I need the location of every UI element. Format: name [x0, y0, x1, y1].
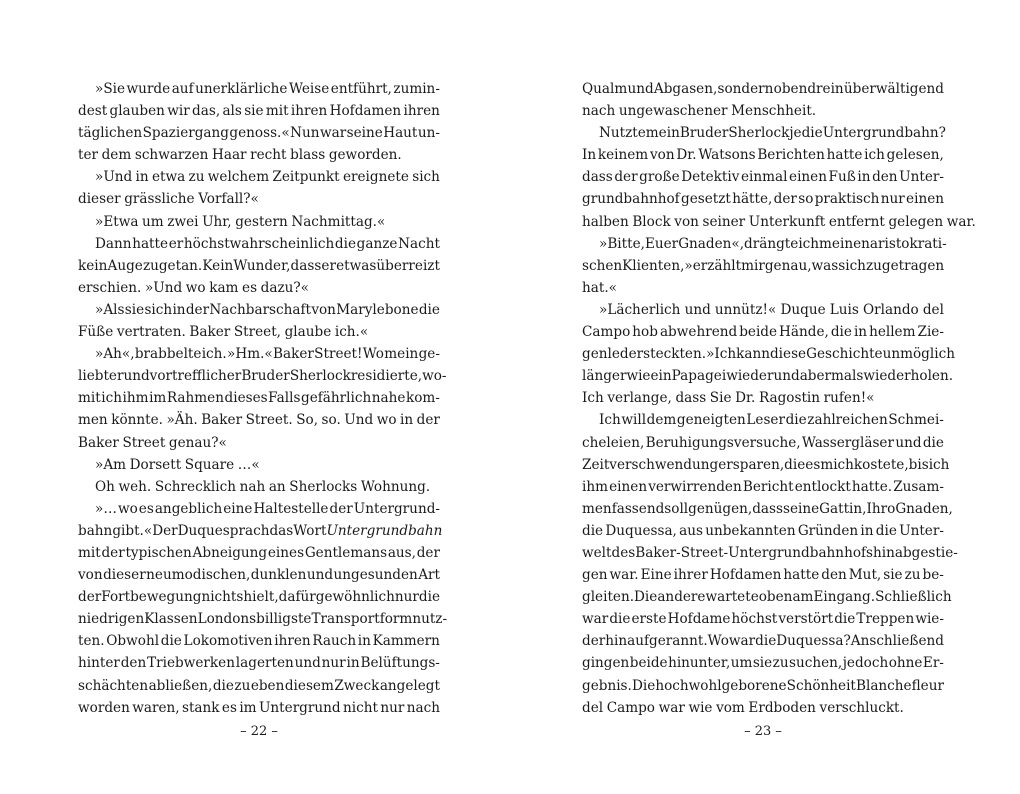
text-line: »… wo es angeblich eine Haltestelle der Untergrund-	[95, 500, 440, 517]
text-line: »Etwa um zwei Uhr, gestern Nachmittag.«	[95, 213, 386, 230]
text-line: der Fortbewegung nichts hielt, da für gewöhnlich nur die	[78, 589, 441, 606]
text-line: von dieser neumodischen, dunklen und ungesunden Art	[78, 567, 440, 584]
text-line: Qualm und Abgasen, sondern obendrein überwältigend	[582, 81, 944, 97]
text-line: war die erste Hofdame höchst verstört die Treppen wie-	[582, 611, 944, 628]
left-page	[78, 78, 448, 719]
text-line: Zeitverschwendung ersparen, die es mich kostete, bis ich	[582, 456, 950, 473]
text-line: »Und in etwa zu welchem Zeitpunkt ereignete sich	[95, 169, 440, 186]
text-line: kein Auge zugetan. Kein Wunder, dass er etwas überreizt	[78, 257, 440, 274]
text-line: dieser grässliche Vorfall?«	[78, 191, 259, 208]
text-line: del Campo war wie vom Erdboden verschluckt.	[582, 699, 904, 716]
text-line: mit der typischen Abneigung eines Gentlemans aus, der	[78, 544, 440, 561]
text-line: niedrigen Klassen Londons billigste Transportform nutz-	[78, 611, 448, 628]
text-line: Campo hob abwehrend beide Hände, die in hellem Zie-	[582, 324, 944, 341]
page-number-left: – 22 –	[240, 724, 278, 739]
text-line: Oh weh. Schrecklich nah an Sherlocks Wohnung.	[95, 478, 431, 495]
text-line: bahn gibt.« Der Duque sprach das Wort Untergrundbahn	[78, 522, 443, 539]
text-line: welt des Baker-Street-Untergrundbahnhofs hinabgestie-	[582, 544, 958, 561]
text-line: der hinaufgerannt. Wo war die Duquessa? Anschließend	[582, 633, 945, 650]
text-line: »Am Dorsett Square …«	[95, 456, 260, 473]
text-line: hat.«	[582, 279, 617, 296]
text-line: dass der große Detektiv einmal einen Fuß in den Unter-	[582, 169, 944, 186]
text-line: hinter den Triebwerken lagerten und nur in Belüftungs-	[78, 655, 440, 672]
text-line: liebter und vortrefflicher Bruder Sherlock residierte, wo-	[78, 368, 447, 385]
text-line: gingen beide hinunter, um sie zu suchen, jedoch ohne Er-	[582, 655, 944, 672]
text-line: Füße vertraten. Baker Street, glaube ich.«	[78, 324, 369, 341]
text-line: schen Klienten, »erzählt mir genau, was sich zugetragen	[582, 257, 945, 274]
text-line: »Als sie sich in der Nachbarschaft von Marylebone die	[95, 301, 440, 318]
text-line: halben Block von seiner Unterkunft entfernt gelegen war.	[582, 213, 976, 230]
text-line: grundbahnhof gesetzt hätte, der so praktisch nur einen	[582, 191, 944, 208]
text-line: Baker Street genau?«	[78, 434, 227, 451]
text-line: ter dem schwarzen Haar recht blass geworden.	[78, 147, 402, 164]
text-line: genleder steckten. »Ich kann diese Geschichte unmöglich	[582, 346, 955, 363]
text-line: gebnis. Die hochwohlgeborene Schönheit Blanchefleur	[582, 677, 944, 694]
text-line: gleiten. Die andere wartete oben am Eingang. Schließlich	[582, 589, 952, 606]
text-line: cheleien, Beruhigungsversuche, Wassergläser und die	[582, 434, 944, 451]
text-line: Ich verlange, dass Sie Dr. Ragostin rufen!«	[582, 390, 875, 407]
text-line: Nutzte mein Bruder Sherlock je die Untergrundbahn?	[599, 125, 946, 142]
text-line: die Duquessa, aus unbekannten Gründen in die Unter-	[582, 522, 944, 539]
text-line: täglichen Spaziergang genoss.« Nun war seine Haut un-	[78, 125, 440, 142]
text-line: »Bitte, Euer Gnaden«, drängte ich meinen aristokrati-	[599, 235, 947, 252]
text-line: dest glauben wir das, als sie mit ihren Hofdamen ihren	[78, 103, 440, 120]
text-line: nach ungewaschener Menschheit.	[582, 103, 817, 120]
page-number-right: – 23 –	[744, 724, 782, 739]
text-line: worden waren, stank es im Untergrund nicht nur nach	[78, 699, 440, 716]
text-line: gen war. Eine ihrer Hofdamen hatte den Mut, sie zu be-	[582, 567, 944, 584]
text-line: ihm einen verwirrenden Bericht entlockt hatte. Zusam-	[582, 478, 944, 495]
text-line: Ich will dem geneigten Leser die zahlreichen Schmei-	[599, 412, 944, 429]
right-page	[582, 78, 976, 719]
text-line: »Lächerlich und unnütz!« Duque Luis Orlando del	[599, 301, 944, 318]
text-line: men könnte. »Äh. Baker Street. So, so. Und wo in der	[78, 412, 440, 429]
text-line: Dann hatte er höchstwahrscheinlich die ganze Nacht	[95, 235, 440, 252]
text-line: »Ah«, brabbelte ich. »Hm.« Baker Street! Wo mein ge-	[95, 346, 440, 363]
text-line: erschien. »Und wo kam es dazu?«	[78, 279, 309, 296]
text-line: schächten abließen, die zu eben diesem Zweck angelegt	[78, 677, 440, 694]
text-line: In keinem von Dr. Watsons Berichten hatte ich gelesen,	[582, 147, 944, 164]
text-line: ten. Obwohl die Lokomotiven ihren Rauch in Kammern	[78, 633, 440, 650]
text-line: »Sie wurde auf unerklärliche Weise entführt, zumin-	[95, 81, 440, 97]
text-line: menfassend soll genügen, dass seine Gattin, Ihro Gnaden,	[582, 500, 953, 517]
text-line: länger wie ein Papagei wieder und abermals wiederholen.	[582, 368, 954, 385]
text-line: mit ich ihm im Rahmen dieses Falls gefährlich nahe kom-	[78, 390, 440, 407]
